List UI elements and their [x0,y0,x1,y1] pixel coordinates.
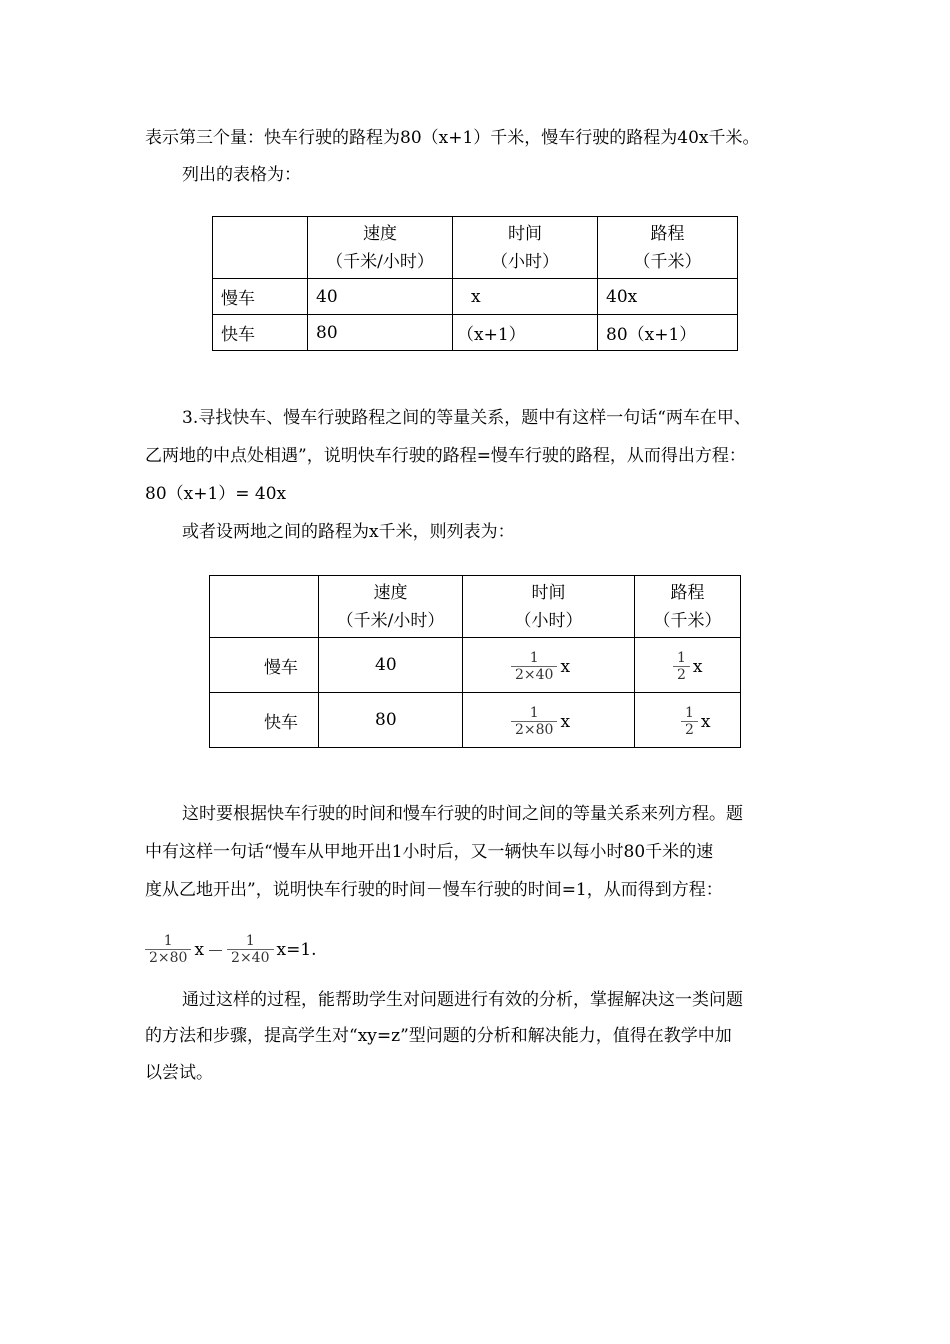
table-row [213,315,738,351]
header-distance: 路程 [650,223,685,244]
time-cell: $\frac{1}{2\times 40}$ x [463,638,635,693]
distance-cell: $\frac{1}{2}$ x [635,638,741,693]
header-distance-unit: （千米） [653,610,722,631]
row-label: 快车 [210,693,319,748]
header-distance-unit: （千米） [633,251,702,272]
table-row [210,638,741,693]
distance-fraction: $\frac{1}{2}$ [673,650,690,683]
equation-fraction: $\frac{1}{2\times 40}$ [227,933,273,966]
paragraph-line: 乙两地的中点处相遇”，说明快车行驶的路程=慢车行驶的路程，从而得出方程： [145,446,746,466]
speed-cell: 80 [319,693,463,748]
header-distance: 路程 [670,582,705,603]
row-label: 快车 [213,315,308,351]
equation-fraction: $\frac{1}{2\times 80}$ [145,933,191,966]
row-label: 慢车 [213,279,308,315]
distance-cell: $\frac{1}{2}$ x [635,693,741,748]
row-label: 慢车 [210,638,319,693]
paragraph-line: 度从乙地开出”，说明快车行驶的时间－慢车行驶的时间=1，从而得到方程： [145,880,723,900]
paragraph-line: 3.寻找快车、慢车行驶路程之间的等量关系，题中有这样一句话“两车在甲、 [182,408,751,428]
distance-cell: 80（x+1） [598,315,738,351]
paragraph-line: 的方法和步骤，提高学生对“xy=z”型问题的分析和解决能力，值得在教学中加 [145,1026,732,1046]
paragraph-line: 通过这样的过程，能帮助学生对问题进行有效的分析，掌握解决这一类问题 [182,990,743,1010]
header-time-unit: （小时） [514,610,583,631]
distance-fraction: $\frac{1}{2}$ [681,705,698,738]
paragraph-line: 或者设两地之间的路程为x千米，则列表为： [182,522,515,542]
table-row [213,279,738,315]
speed-cell: 40 [308,279,453,315]
table-row [210,693,741,748]
header-speed: 速度 [363,223,397,244]
distance-cell: 40x [598,279,738,315]
speed-cell: 40 [319,638,463,693]
header-speed: 速度 [373,582,408,603]
speed-cell: 80 [308,315,453,351]
header-speed-unit: （千米/小时） [326,251,434,272]
header-time: 时间 [531,582,566,603]
time-fraction: $\frac{1}{2\times 40}$ [511,650,557,683]
paragraph-line: 以尝试。 [145,1063,213,1083]
equation: $\frac{1}{2\times 80}$ x － $\frac{1}{2\times 40}$ x=1. [145,930,317,966]
paragraph-line: 80（x+1）= 40x [145,484,287,504]
header-time: 时间 [508,223,542,244]
time-cell: （x+1） [453,315,598,351]
paragraph-line: 表示第三个量：快车行驶的路程为80（x+1）千米，慢车行驶的路程为40x千米。 [145,128,760,148]
paragraph-line: 列出的表格为： [182,165,301,185]
time-fraction: $\frac{1}{2\times 80}$ [511,705,557,738]
header-speed-unit: （千米/小时） [336,610,445,631]
time-cell: x [453,279,598,315]
paragraph-line: 这时要根据快车行驶的时间和慢车行驶的时间之间的等量关系来列方程。题 [182,804,743,824]
table-1 [212,216,738,351]
header-time-unit: （小时） [491,251,559,272]
table-2 [209,575,741,748]
time-cell: $\frac{1}{2\times 80}$ x [463,693,635,748]
paragraph-line: 中有这样一句话“慢车从甲地开出1小时后，又一辆快车以每小时80千米的速 [145,842,714,862]
